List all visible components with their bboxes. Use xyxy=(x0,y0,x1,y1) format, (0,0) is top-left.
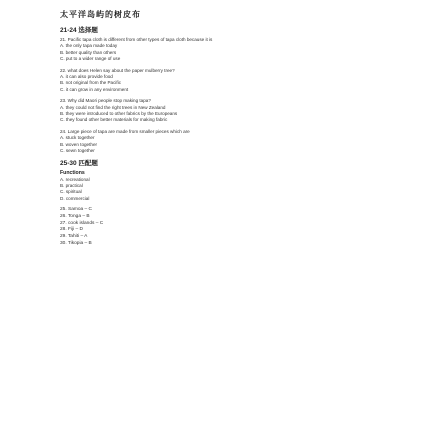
match-item: 30. Tikopia – B xyxy=(60,240,92,246)
option-a: A. they could not find the right trees in New Zealand xyxy=(60,104,166,110)
option-a: A. it can also provide food xyxy=(60,74,113,80)
function-option-c: C. spiritual xyxy=(60,189,82,195)
section-heading-multiple-choice: 21-24 选择题 xyxy=(60,27,98,34)
option-b: B. woven together xyxy=(60,141,98,147)
match-item: 25. Samoa – C xyxy=(60,207,92,213)
matching-answers xyxy=(60,207,438,247)
function-option-a: A. recreational xyxy=(60,176,90,182)
function-option-d: D. commercial xyxy=(60,195,90,201)
function-option-b: B. practical xyxy=(60,182,83,188)
match-item: 29. Tahiti – A xyxy=(60,233,88,239)
option-b: B. they were introduced to other fabrics by the Europeans xyxy=(60,111,178,117)
question-text: 22. what does Helen say about the paper mulberry tree? xyxy=(60,67,175,73)
option-c: C. it can grow in any environment xyxy=(60,86,129,92)
document-title: 太平洋岛屿的树皮布 xyxy=(60,10,141,19)
match-item: 28. Fiji – D xyxy=(60,227,83,233)
question-22 xyxy=(60,68,438,94)
option-a: A. stuck together xyxy=(60,135,95,141)
option-b: B. not original from the Pacific xyxy=(60,80,122,86)
question-21 xyxy=(60,37,438,63)
option-c: C. put to a wider range of use xyxy=(60,56,121,62)
match-item: 27. cook islands – C xyxy=(60,220,104,226)
question-23 xyxy=(60,98,438,124)
functions-list xyxy=(60,170,438,203)
question-text: 24. Large piece of tapa are made from smaller pieces which are xyxy=(60,128,190,134)
option-b: B. better quality than others xyxy=(60,49,117,55)
question-24 xyxy=(60,129,438,155)
option-a: A. the only tapa made today xyxy=(60,43,118,49)
match-item: 26. Tonga – B xyxy=(60,213,90,219)
option-c: C. they found other better materials for making fabric xyxy=(60,117,168,123)
question-text: 21. Pacific tapa cloth is different from other types of tapa cloth because it is xyxy=(60,37,213,42)
question-text: 23. Why did Maori people stop making tapa? xyxy=(60,98,151,104)
functions-heading: Functions xyxy=(60,169,85,176)
section-heading-matching: 25-30 匹配题 xyxy=(60,159,98,167)
option-c: C. sewn together xyxy=(60,148,95,154)
